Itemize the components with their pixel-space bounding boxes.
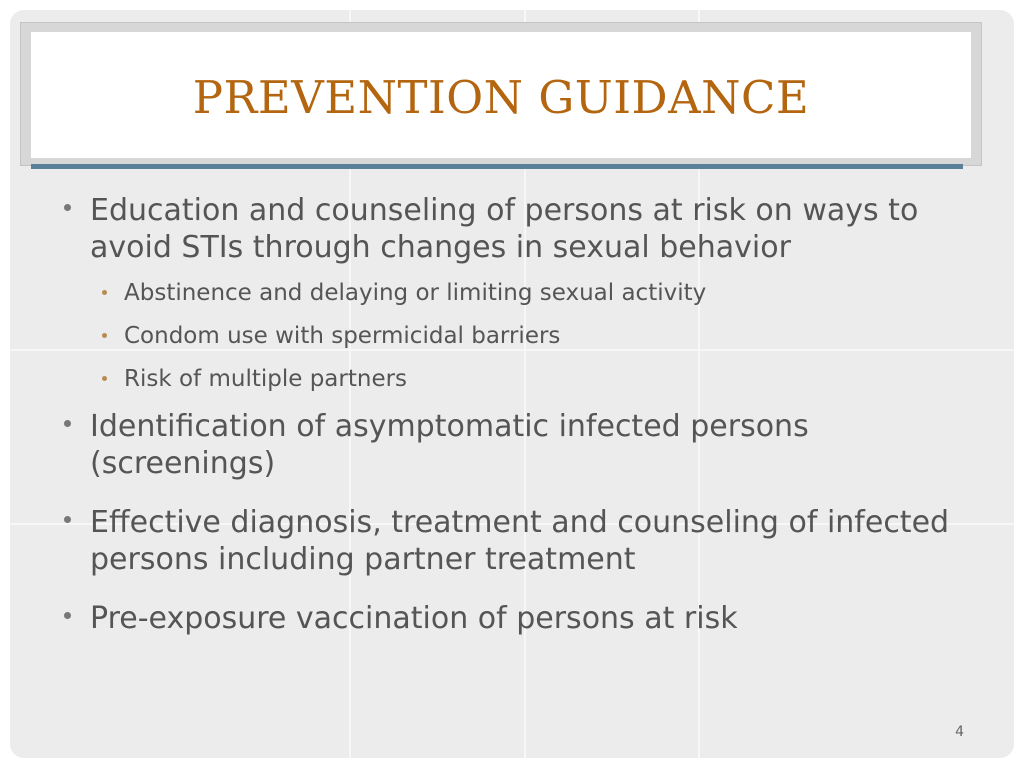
sub-bullet-item	[62, 364, 982, 394]
bullet-text: Pre-exposure vaccination of persons at risk	[90, 601, 738, 636]
bullet-text: Identification of asymptomatic infected persons (screenings)	[90, 409, 809, 481]
bullet-list	[62, 192, 982, 637]
bullet-icon	[64, 420, 71, 427]
sub-bullet-icon	[102, 290, 107, 295]
bullet-item	[62, 408, 982, 482]
bullet-item	[62, 504, 982, 578]
sub-bullet-text: Abstinence and delaying or limiting sexual activity	[124, 280, 707, 306]
bullet-icon	[64, 612, 71, 619]
slide-title: PREVENTION GUIDANCE	[192, 70, 810, 124]
bullet-icon	[64, 516, 71, 523]
sub-bullet-icon	[102, 333, 107, 338]
bullet-icon	[64, 204, 71, 211]
sub-bullet-icon	[102, 376, 107, 381]
sub-bullet-text: Risk of multiple partners	[124, 366, 408, 392]
bullet-text: Education and counseling of persons at risk on ways to avoid STIs through changes in sexual behavior	[90, 193, 919, 265]
sub-bullet-text: Condom use with spermicidal barriers	[124, 323, 561, 349]
title-underline	[31, 164, 963, 169]
page-number: 4	[955, 724, 964, 740]
title-box	[31, 32, 971, 158]
bullet-item	[62, 192, 982, 266]
bullet-text: Effective diagnosis, treatment and counseling of infected persons including partner treatment	[90, 505, 950, 577]
bullet-item	[62, 600, 982, 637]
sub-bullet-item	[62, 321, 982, 351]
sub-bullet-item	[62, 278, 982, 308]
